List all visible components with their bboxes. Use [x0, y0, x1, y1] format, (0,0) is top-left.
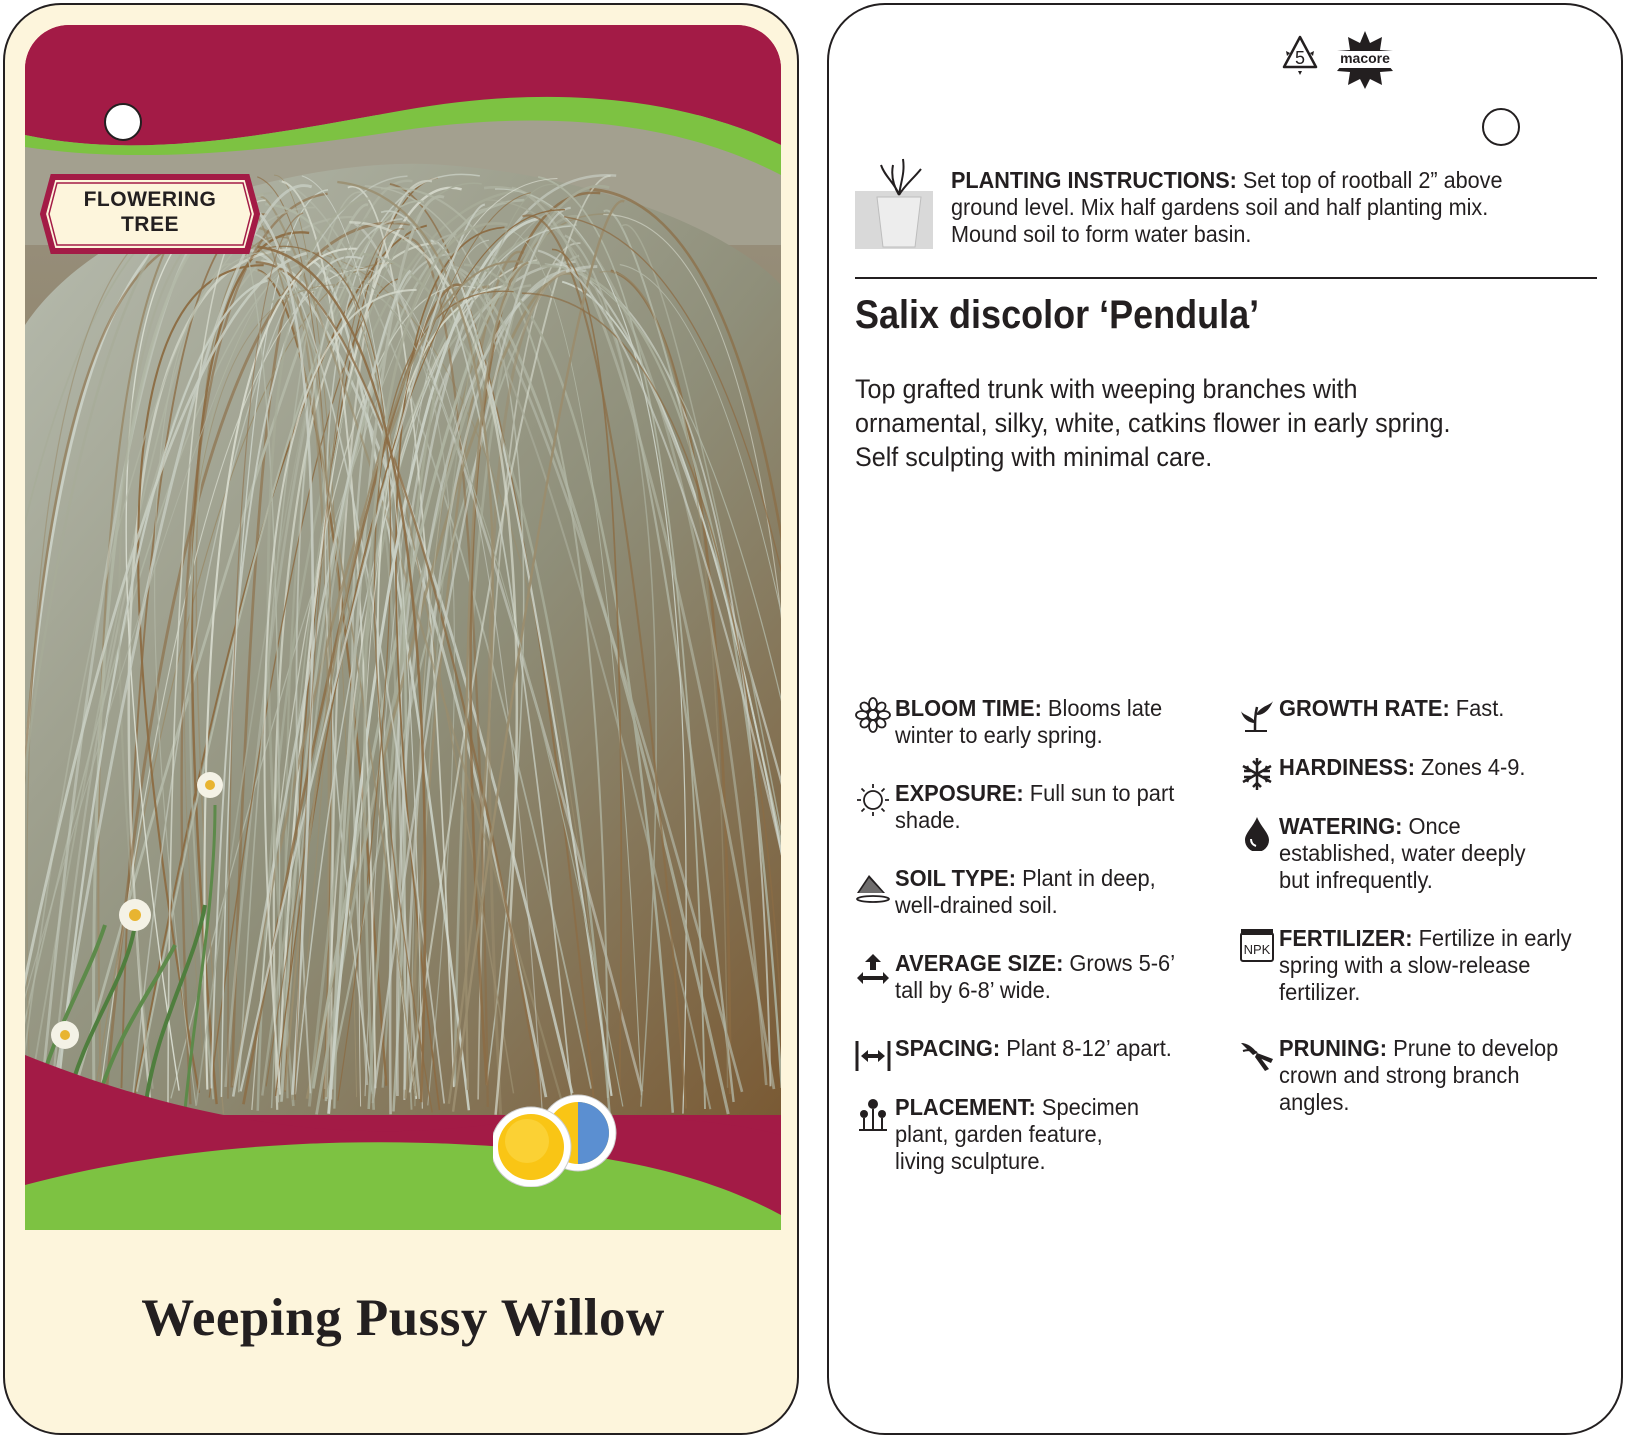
pruning-text: PRUNING: Prune to develop crown and strong branch angles. — [1279, 1035, 1559, 1115]
badge-label: FLOWERING TREE — [83, 188, 217, 236]
water-drop-icon — [1239, 815, 1275, 851]
attr-bloom-time — [855, 695, 1215, 785]
attr-pruning — [1239, 1035, 1599, 1125]
attr-soil-type — [855, 865, 1215, 955]
sprout-icon — [1239, 697, 1275, 733]
full-sun-icon — [493, 1107, 571, 1187]
npk-label: NPK — [1243, 942, 1271, 957]
tag-front — [3, 3, 799, 1435]
sun-icon — [855, 782, 891, 818]
spacing-text: SPACING: Plant 8-12’ apart. — [895, 1035, 1172, 1061]
fertilizer-text: FERTILIZER: Fertilize in early spring with a slow-release fertilizer. — [1279, 925, 1572, 1005]
recycle-number: 5 — [1294, 48, 1306, 68]
macore-logo — [1331, 29, 1399, 91]
soil-icon — [855, 867, 891, 903]
plant-description: Top grafted trunk with weeping branches with ornamental, silky, white, catkins flower in early spring. Self sculpting with minimal care. — [855, 374, 1451, 472]
soil-type-text: SOIL TYPE: Plant in deep, well-drained soil. — [895, 865, 1156, 918]
hardiness-text: HARDINESS: Zones 4-9. — [1279, 754, 1526, 780]
planting-instructions — [855, 155, 1595, 265]
exposure-icons — [493, 1087, 633, 1187]
growth-rate-text: GROWTH RATE: Fast. — [1279, 695, 1505, 721]
watering-text: WATERING: Once established, water deeply but infrequently. — [1279, 813, 1526, 893]
botanical-name: Salix discolor ‘Pendula’ — [855, 293, 1260, 337]
planting-body: Set top of rootball 2” above ground level. Mix half gardens soil and half planting mix. Mound soil to form water basin. — [951, 167, 1503, 247]
attr-average-size — [855, 950, 1215, 1040]
recycle-icon — [1276, 33, 1324, 81]
flowering-tree-badge — [39, 171, 261, 257]
average-size-text: AVERAGE SIZE: Grows 5-6’ tall by 6-8’ wide. — [895, 950, 1176, 1003]
exposure-text: EXPOSURE: Full sun to part shade. — [895, 780, 1175, 833]
spacing-icon — [855, 1037, 891, 1073]
tag-back — [827, 3, 1623, 1435]
size-icon — [855, 952, 891, 988]
hang-hole-back — [1482, 108, 1520, 146]
hang-hole — [104, 103, 142, 141]
attr-watering — [1239, 813, 1599, 903]
attr-fertilizer — [1239, 925, 1599, 1015]
planting-label: PLANTING INSTRUCTIONS: — [951, 167, 1237, 193]
flower-icon — [855, 697, 891, 733]
pruners-icon — [1239, 1037, 1275, 1073]
planting-pot-icon — [855, 155, 945, 249]
attr-exposure — [855, 780, 1215, 870]
common-name: Weeping Pussy Willow — [141, 1289, 665, 1347]
macore-text: macore — [1340, 50, 1390, 66]
planting-instructions-text — [951, 167, 1553, 248]
placement-text: PLACEMENT: Specimen plant, garden feature, living sculpture. — [895, 1094, 1140, 1174]
bloom-time-text: BLOOM TIME: Blooms late winter to early spring. — [895, 695, 1163, 748]
npk-icon — [1239, 927, 1275, 963]
divider — [855, 277, 1597, 279]
placement-icon — [855, 1096, 891, 1132]
attr-placement — [855, 1094, 1215, 1184]
snowflake-icon — [1239, 756, 1275, 792]
